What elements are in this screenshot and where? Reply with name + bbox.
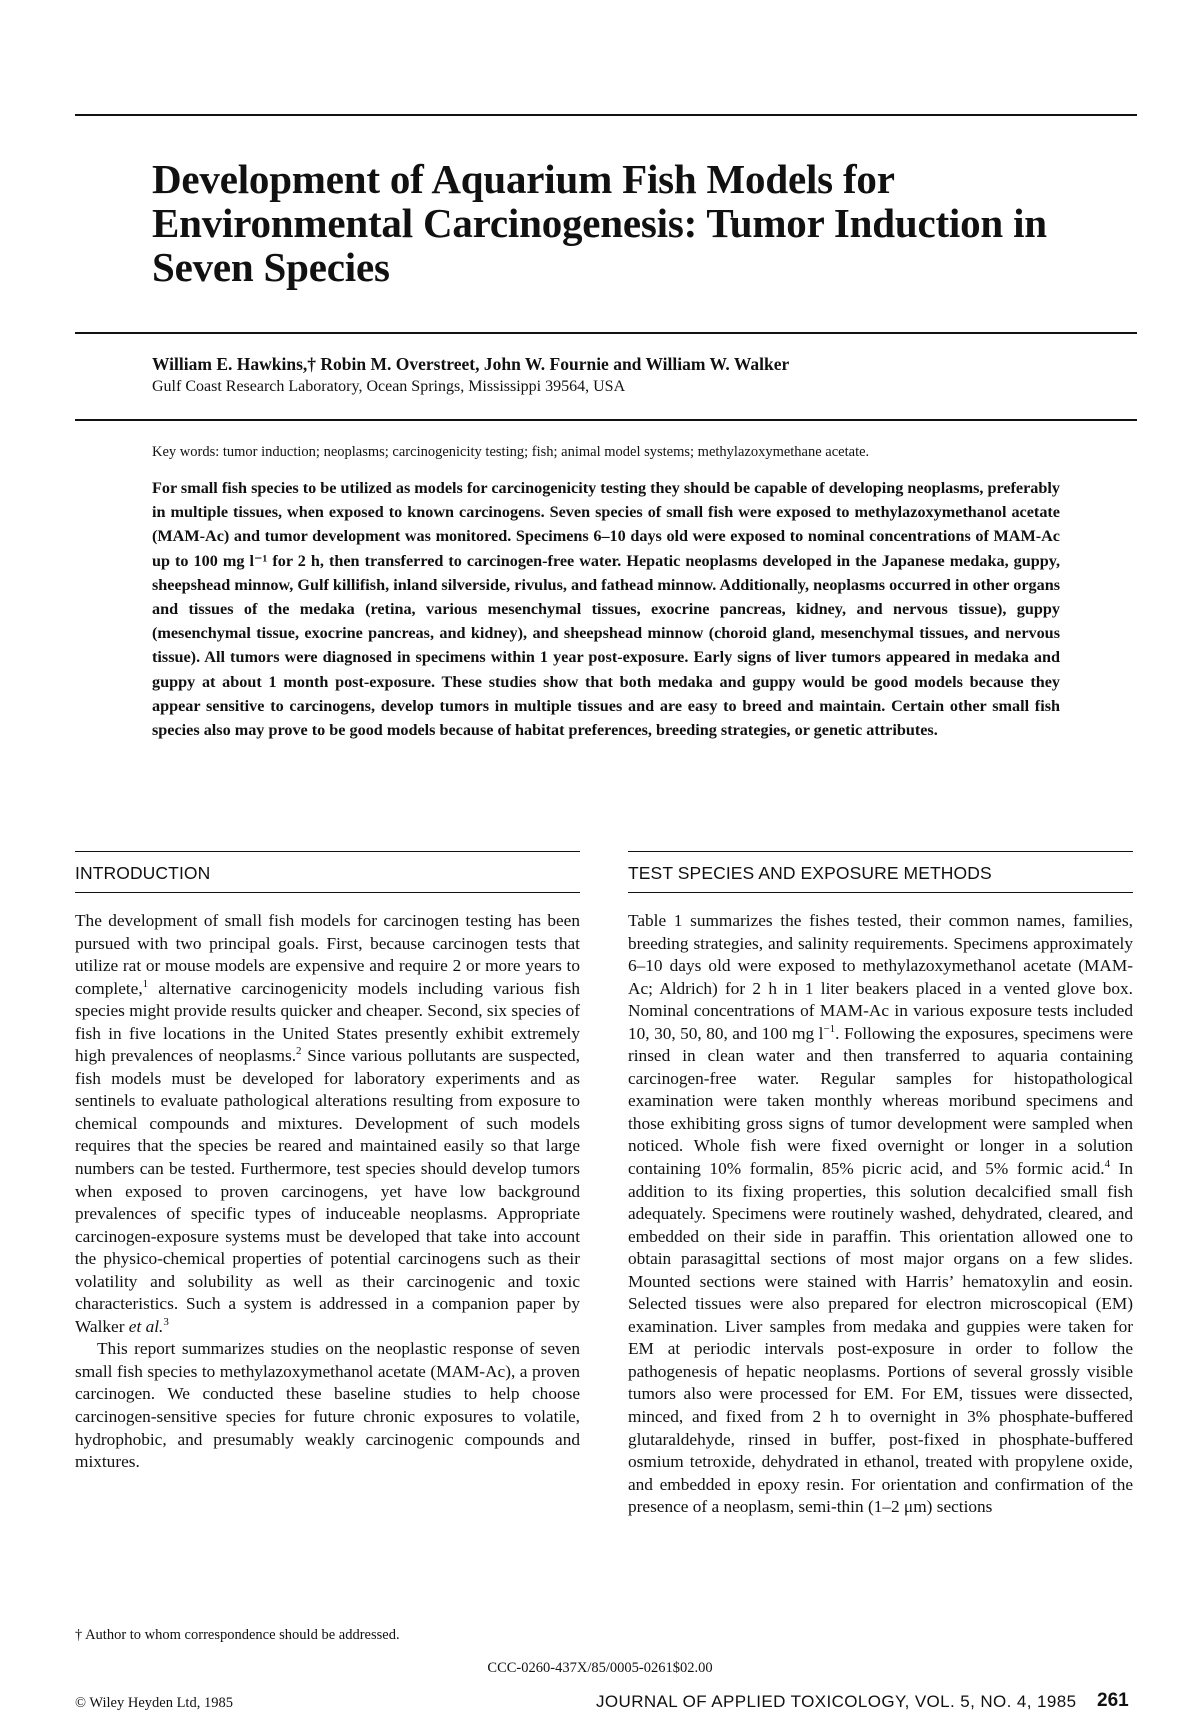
introduction-paragraph-1 <box>75 910 580 1338</box>
author-affiliation: Gulf Coast Research Laboratory, Ocean Springs, Mississippi 39564, USA <box>152 378 626 395</box>
journal-citation: JOURNAL OF APPLIED TOXICOLOGY, VOL. 5, NO. 4, 1985 <box>596 1692 1077 1711</box>
methods-text-c: In addition to its fixing properties, this solution decalcified small fish adequately. Specimens were routinely washed, dehydrated, cleared, and embedded on their side in paraffin. This orientation allowed one to obtain parasagittal sections of most major organs on a few slides. Mounted sections were stained with Harris’ hematoxylin and eosin. Selected tissues were also prepared for electron microscopical (EM) examination. Liver samples from medaka and guppies were taken for EM at periodic intervals post-exposure in order to follow the pathogenesis of hepatic neoplasms. Portions of several grossly visible tumors also were processed for EM. For EM, tissues were dissected, minced, and fixed from 2 h to overnight in 3% phosphate-buffered glutaraldehyde, rinsed in buffer, post-fixed in phosphate-buffered osmium tetroxide, dehydrated in ethanol, treated with propylene oxide, and embedded in epoxy resin. For orientation and confirmation of the presence of a neoplasm, semi-thin (1–2 μm) sections <box>628 1159 1133 1517</box>
methods-body <box>628 910 1133 1519</box>
methods-text-b: . Following the exposures, specimens were rinsed in clean water and then transferred to aquaria containing carcinogen-free water. Regular samples for histopathological examination were taken monthly whereas moribund specimens and those exhibiting gross signs of tumor development were sampled when noticed. Whole fish were fixed overnight or longer in a solution containing 10% formalin, 85% picric acid, and 5% formic acid. <box>628 1023 1133 1179</box>
author-footnote: † Author to whom correspondence should be addressed. <box>75 1627 400 1643</box>
introduction-heading: INTRODUCTION <box>75 863 211 883</box>
copyright-notice: © Wiley Heyden Ltd, 1985 <box>75 1695 233 1711</box>
intro-text-a: The development of small fish models for carcinogen testing has been pursued with two principal goals. First, because carcinogen tests that utilize rat or mouse models are expensive and require 2 or more years to complete, <box>75 911 580 998</box>
methods-paragraph-1 <box>628 910 1133 1519</box>
methods-text-a: Table 1 summarizes the fishes tested, their common names, families, breeding strategies, and salinity requirements. Specimens approximately 6–10 days old were exposed to methylazoxymethanol acetate (MAM-Ac; Aldrich) for 2 h in 1 liter beakers placed in a vented glove box. Nominal concentrations of MAM-Ac in various exposure tests included 10, 30, 50, 80, and 100 mg l <box>628 911 1133 1043</box>
citation-1: 1 <box>142 977 149 990</box>
introduction-paragraph-2: This report summarizes studies on the neoplastic response of seven small fish species to methylazoxymethanol acetate (MAM-Ac), a proven carcinogen. We conducted these baseline studies to help choose carcinogen-sensitive species for future chronic exposures to volatile, hydrophobic, and presumably weakly carcinogenic compounds and mixtures. <box>75 1339 580 1472</box>
citation-2: 2 <box>296 1045 302 1058</box>
intro-text-b: alternative carcinogenicity models including various fish species might provide results quicker and cheaper. Second, six species of fish in five locations in the United States presently exhibit extremely high prevalences of neoplasms. <box>75 978 580 1066</box>
citation-4: 4 <box>1104 1158 1111 1171</box>
citation-3: 3 <box>163 1316 169 1329</box>
methods-heading: TEST SPECIES AND EXPOSURE METHODS <box>628 863 992 883</box>
title-bottom-rule <box>75 332 1137 334</box>
top-rule <box>75 114 1137 116</box>
intro-heading-underline <box>75 892 580 893</box>
intro-heading-rule <box>75 851 580 852</box>
abstract: For small fish species to be utilized as models for carcinogenicity testing they should be capable of developing neoplasms, preferably in multiple tissues, when exposed to known carcinogens. Seven species of small fish were exposed to methylazoxymethanol acetate (MAM-Ac) and tumor development was monitored. Specimens 6–10 days old were exposed to nominal concentrations of MAM-Ac up to 100 mg l⁻¹ for 2 h, then transferred to carcinogen-free water. Hepatic neoplasms developed in the Japanese medaka, guppy, sheepshead minnow, Gulf killifish, inland silverside, rivulus, and fathead minnow. Additionally, neoplasms occurred in other organs and tissues of the medaka (retina, various mesenchymal tissues, exocrine pancreas, kidney, and nervous tissue), guppy (mesenchymal tissue, exocrine pancreas, and kidney), and sheepshead minnow (choroid gland, mesenchymal tissues, and nervous tissue). All tumors were diagnosed in specimens within 1 year post-exposure. Early signs of liver tumors appeared in medaka and guppy at about 1 month post-exposure. These studies show that both medaka and guppy would be good models because they appear sensitive to carcinogens, develop tumors in multiple tissues and are easy to breed and maintain. Certain other small fish species also may prove to be good models because of habitat preferences, breeding strategies, or genetic attributes. <box>152 479 1060 740</box>
test-heading-underline <box>628 892 1133 893</box>
issn-code: CCC-0260-437X/85/0005-0261$02.00 <box>487 1660 713 1676</box>
affiliation-bottom-rule <box>75 419 1137 421</box>
et-al: et al. <box>128 1316 164 1336</box>
page-number: 261 <box>1097 1690 1129 1711</box>
intro-text-c: Since various pollutants are suspected, fish models must be developed for laboratory experiments and as sentinels to evaluate pathological alterations resulting from exposure to chemical compounds and mixtures. Development of such models requires that the species be reared and maintained easily so that large numbers can be tested. Furthermore, test species should develop tumors when exposed to proven carcinogens, yet have low background prevalences of specific types of induceable neoplasms. Appropriate carcinogen-exposure systems must be developed that take into account the physico-chemical properties of potential carcinogens such as their volatility and solubility as well as their carcinogenic and toxic characteristics. Such a system is addressed in a companion paper by Walker <box>75 1046 580 1336</box>
author-list: William E. Hawkins,† Robin M. Overstreet, John W. Fournie and William W. Walker <box>152 354 790 374</box>
article-title: Development of Aquarium Fish Models for Environmental Carcinogenesis: Tumor Induction in Seven Species <box>152 156 1047 290</box>
test-heading-rule <box>628 851 1133 852</box>
keywords-line: Key words: tumor induction; neoplasms; carcinogenicity testing; fish; animal model systems; methylazoxymethane acetate. <box>152 444 870 460</box>
unit-superscript: −1 <box>823 1022 836 1035</box>
introduction-body <box>75 910 580 1474</box>
